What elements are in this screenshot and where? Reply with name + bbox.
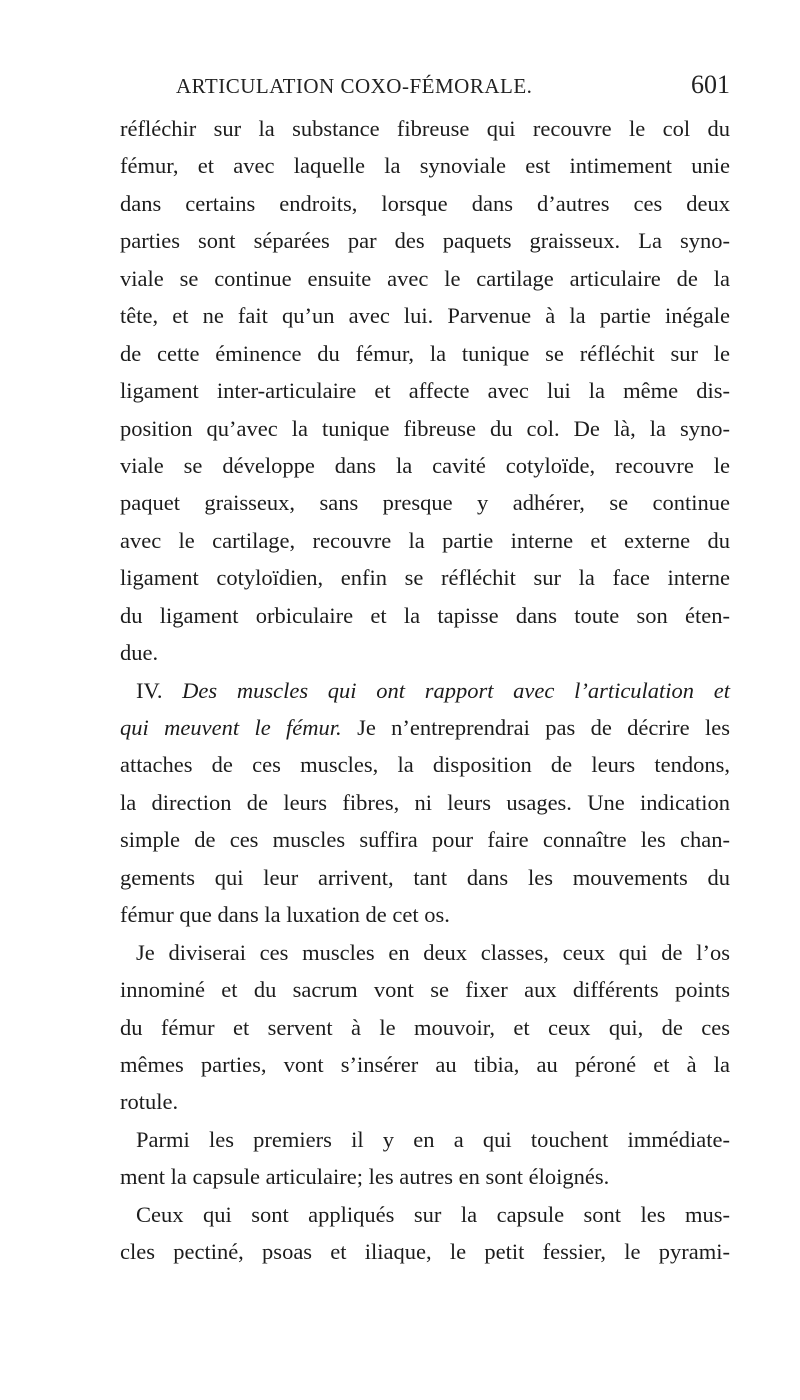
text-line: simple de ces muscles suffira pour faire connaître les chan- <box>120 827 730 853</box>
text-line: fémur, et avec laquelle la synoviale est intimement unie <box>120 153 730 179</box>
text-line: ligament cotyloïdien, enfin se réfléchit sur la face interne <box>120 565 730 591</box>
text-line: la direction de leurs fibres, ni leurs usages. Une indication <box>120 789 730 815</box>
text-line: due. <box>120 640 159 666</box>
text-line: fémur que dans la luxation de cet os. <box>120 902 450 928</box>
text-line: dans certains endroits, lorsque dans d’autres ces deux <box>120 190 730 216</box>
running-head <box>120 70 730 104</box>
section-heading-line <box>120 709 730 746</box>
running-title: ARTICULATION COXO-FÉMORALE. <box>176 74 533 98</box>
text-line: position qu’avec la tunique fibreuse du col. De là, la syno- <box>120 415 730 441</box>
text-line: du fémur et servent à le mouvoir, et ceux qui, de ces <box>120 1014 730 1040</box>
text-line: Parmi les premiers il y en a qui touchent immédiate- <box>136 1126 730 1152</box>
page-number: 601 <box>691 70 730 99</box>
section-numeral: IV. <box>136 677 163 703</box>
section-title-continued: qui meuvent le fémur. <box>120 715 342 740</box>
text-line: viale se développe dans la cavité cotyloïde, recouvre le <box>120 452 730 478</box>
text-line: paquet graisseux, sans presque y adhérer, se continue <box>120 490 730 516</box>
text-line: gements qui leur arrivent, tant dans les mouvements du <box>120 864 730 890</box>
section-heading-line <box>120 672 730 709</box>
text-line: Je diviserai ces muscles en deux classes, ceux qui de l’os <box>136 939 730 965</box>
text-line: parties sont séparées par des paquets graisseux. La syno- <box>120 228 730 254</box>
text-line: rotule. <box>120 1089 179 1115</box>
text-run: Je n’entreprendrai pas de décrire les <box>357 715 730 740</box>
text-line: avec le cartilage, recouvre la partie interne et externe du <box>120 527 730 553</box>
text-line: mêmes parties, vont s’insérer au tibia, au péroné et à la <box>120 1051 730 1077</box>
text-line: ment la capsule articulaire; les autres en sont éloignés. <box>120 1164 610 1190</box>
text-line: innominé et du sacrum vont se fixer aux différents points <box>120 977 730 1003</box>
text-line: du ligament orbiculaire et la tapisse dans toute son éten- <box>120 602 730 628</box>
text-line: tête, et ne fait qu’un avec lui. Parvenue à la partie inégale <box>120 303 730 329</box>
text-line: Ceux qui sont appliqués sur la capsule sont les mus- <box>136 1201 730 1227</box>
text-line: attaches de ces muscles, la disposition de leurs tendons, <box>120 752 730 778</box>
text-line: de cette éminence du fémur, la tunique se réfléchit sur le <box>120 340 730 366</box>
text-line: réfléchir sur la substance fibreuse qui recouvre le col du <box>120 116 730 141</box>
section-title: Des muscles qui ont rapport avec l’articulation et <box>182 677 730 703</box>
text-line: cles pectiné, psoas et iliaque, le petit fessier, le pyrami- <box>120 1239 730 1265</box>
text-line: viale se continue ensuite avec le cartilage articulaire de la <box>120 265 730 291</box>
text-line: ligament inter-articulaire et affecte avec lui la même dis- <box>120 378 730 404</box>
body-text <box>120 110 730 1271</box>
